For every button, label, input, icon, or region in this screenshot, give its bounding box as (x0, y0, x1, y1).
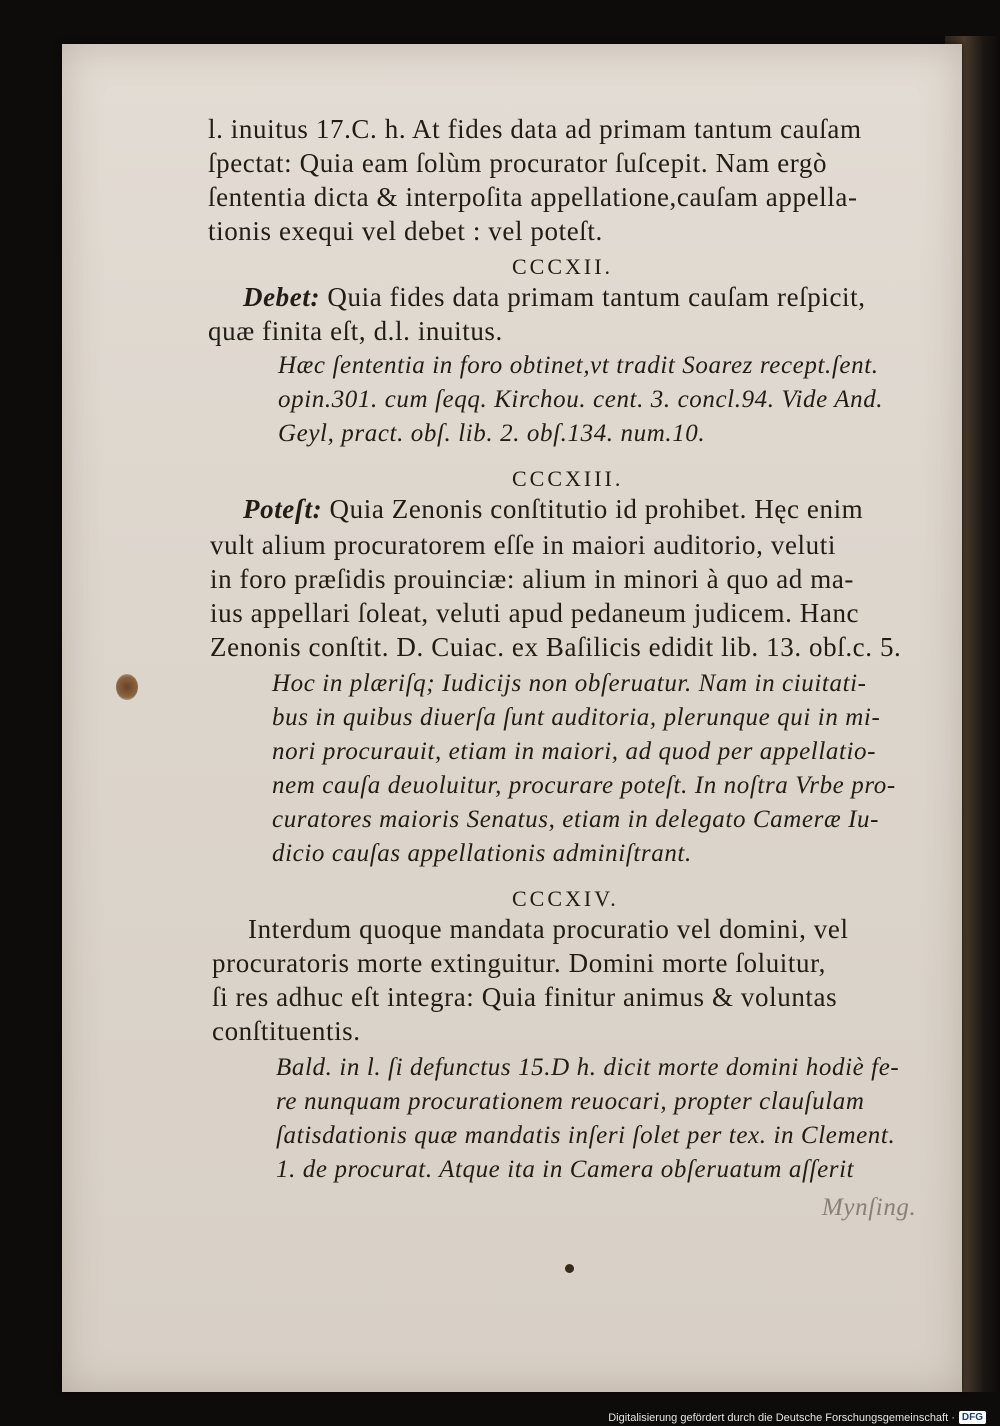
note-line: nem cauſa deuoluitur, procurare poteſt. In noſtra Vrbe pro- (272, 772, 896, 799)
note-line: Hoc in plæriſq; Iudicijs non obſeruatur. Nam in ciuitati- (272, 670, 867, 697)
section-number: CCCXII. (512, 254, 614, 279)
note-line: opin.301. cum ſeqq. Kirchou. cent. 3. concl.94. Vide And. (278, 386, 884, 413)
note-line: Hæc ſententia in foro obtinet,vt tradit Soarez recept.ſent. (278, 352, 879, 379)
note-line: Mynſing. (822, 1194, 917, 1221)
digitization-credit (608, 1411, 986, 1424)
note-line: bus in quibus diuerſa ſunt auditoria, plerunque qui in mi- (272, 704, 881, 731)
text-line: Zenonis conſtit. D. Cuiac. ex Baſilicis edidit lib. 13. obſ.c. 5. (210, 632, 902, 662)
dfg-logo: DFG (959, 1411, 986, 1424)
credit-text: Digitalisierung gefördert durch die Deutsche Forschungsgemeinschaft · (608, 1411, 955, 1424)
note-line: dicio cauſas appellationis adminiſtrant. (272, 840, 692, 867)
note-line: Bald. in l. ſi defunctus 15.D h. dicit morte domini hodiè fe- (276, 1054, 900, 1081)
lead-word: Debet: (243, 282, 321, 312)
text-line: procuratoris morte extinguitur. Domini morte ſoluitur, (212, 948, 826, 978)
note-line: re nunquam procurationem reuocari, propter clauſulam (276, 1088, 865, 1115)
text-line: Interdum quoque mandata procuratio vel domini, vel (248, 914, 849, 944)
section-number: CCCXIV. (512, 886, 619, 911)
section-number: CCCXIII. (512, 466, 624, 491)
text-line: ius appellari ſoleat, veluti apud pedaneum judicem. Hanc (210, 598, 860, 628)
text-line: ſi res adhuc eſt integra: Quia finitur animus & voluntas (212, 982, 838, 1012)
note-line: ſatisdationis quæ mandatis inſeri ſolet per tex. in Clement. (276, 1122, 896, 1149)
note-line: curatores maioris Senatus, etiam in delegato Cameræ Iu- (272, 806, 880, 833)
note-line: Geyl, pract. obſ. lib. 2. obſ.134. num.10. (278, 420, 706, 447)
text-line (243, 282, 866, 313)
text-line: l. inuitus 17.C. h. At fides data ad primam tantum cauſam (208, 114, 862, 144)
text-line (243, 494, 863, 525)
text-span: Quia fides data primam tantum cauſam reſpicit, (320, 282, 866, 312)
text-span: Quia Zenonis conſtitutio id prohibet. Hęc enim (322, 494, 864, 524)
text-line: in foro præſidis prouinciæ: alium in minori à quo ad ma- (210, 564, 855, 594)
text-line: conſtituentis. (212, 1016, 361, 1046)
text-line: quæ finita eſt, d.l. inuitus. (208, 316, 503, 346)
note-line: 1. de procurat. Atque ita in Camera obſeruatum aſſerit (276, 1156, 855, 1183)
lead-word: Poteſt: (243, 494, 323, 524)
text-line: ſententia dicta & interpoſita appellatione,cauſam appella- (208, 182, 858, 212)
note-line: nori procurauit, etiam in maiori, ad quod per appellatio- (272, 738, 877, 765)
text-line: ſpectat: Quia eam ſolùm procurator ſuſcepit. Nam ergò (208, 148, 828, 178)
ink-dot (565, 1264, 574, 1273)
text-line: tionis exequi vel debet : vel poteſt. (208, 216, 603, 246)
text-line: vult alium procuratorem eſſe in maiori auditorio, veluti (210, 530, 836, 560)
ink-stain (116, 674, 138, 700)
